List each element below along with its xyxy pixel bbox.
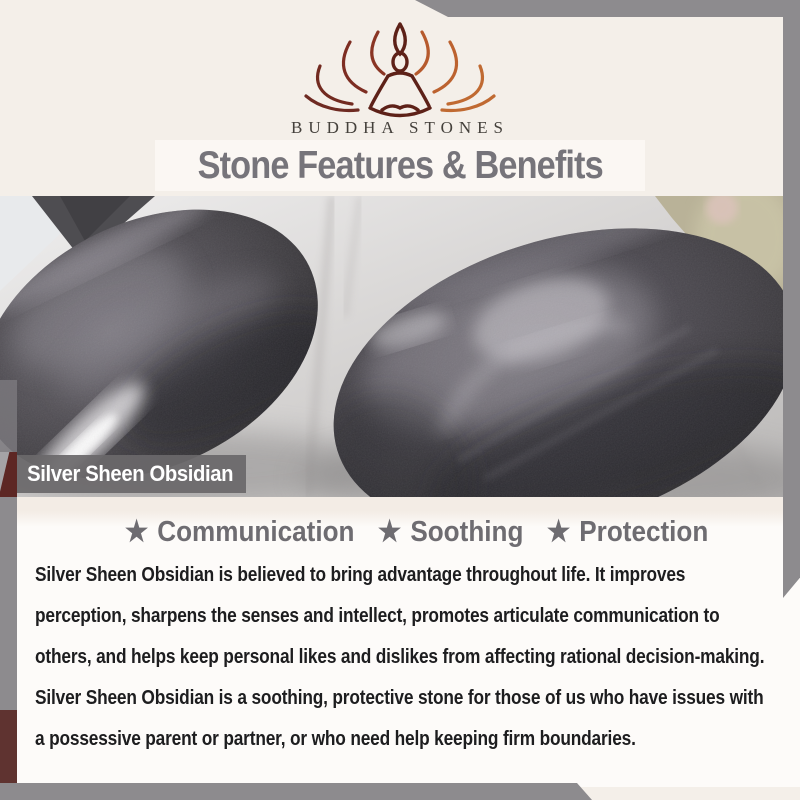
frame-left-miter-highlight <box>0 452 17 497</box>
benefit-protection: Protection <box>579 516 709 548</box>
frame-top-ribbon <box>415 0 800 17</box>
star-icon: ★ <box>546 516 571 548</box>
stone-photo <box>0 196 783 497</box>
frame-right-ribbon <box>783 0 800 598</box>
stone-name-label <box>17 455 246 493</box>
benefit-soothing: Soothing <box>410 516 524 548</box>
title-band <box>155 140 645 191</box>
star-icon: ★ <box>124 516 149 548</box>
stone-description: Silver Sheen Obsidian is believed to bring advantage throughout life. It improves perception, sharpens the senses and intellect, promotes articulate communication to others, and helps keep personal likes and dislikes from affecting rational decision-making. Silver Sheen Obsidian is a soothing, protective stone for those of us who have issues with a possessive parent or partner, or who need help keeping firm boundaries. <box>35 564 765 750</box>
page-title: Stone Features & Benefits <box>197 143 603 187</box>
lotus-meditation-icon <box>290 18 510 118</box>
obsidian-stones-image <box>0 196 783 497</box>
frame-left-maroon <box>0 710 17 783</box>
star-icon: ★ <box>377 516 402 548</box>
benefit-communication: Communication <box>157 516 355 548</box>
benefits-heading <box>56 514 761 549</box>
brand-logo <box>290 18 510 118</box>
frame-left-gray-upper <box>0 380 17 452</box>
frame-left-miter <box>0 452 17 497</box>
frame-bottom-ribbon <box>0 783 592 800</box>
brand-name: BUDDHA STONES <box>291 118 509 137</box>
stone-name-text: Silver Sheen Obsidian <box>27 461 234 486</box>
frame-left-gray <box>0 497 17 710</box>
